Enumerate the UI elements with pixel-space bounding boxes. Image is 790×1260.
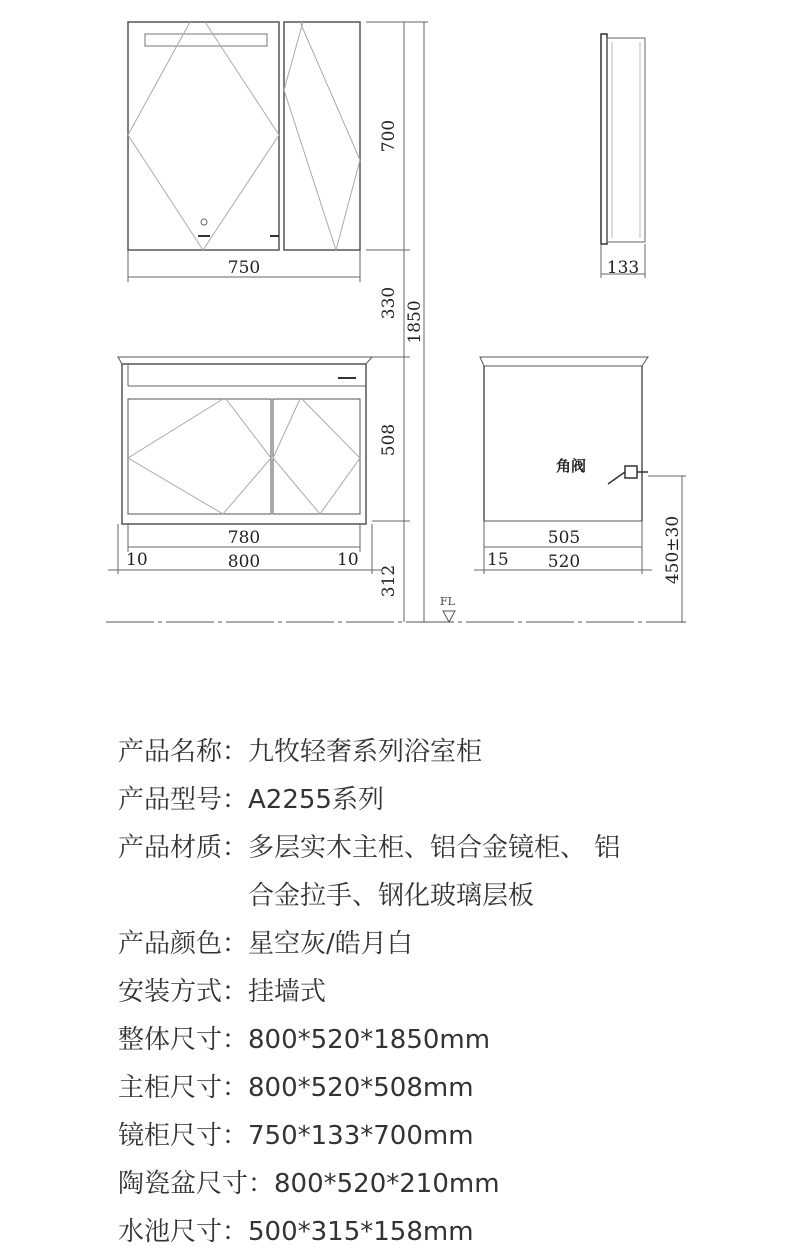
spec-row-main-cabinet-size [118, 1064, 768, 1112]
spec-row-material [118, 824, 768, 920]
dim-cabinet-height: 508 [379, 423, 399, 457]
touch-switch-icon [201, 219, 207, 225]
floor-marker-icon [443, 611, 455, 622]
main-cabinet-front [118, 357, 372, 524]
dim-valve-height: 450±30 [663, 515, 683, 585]
valve-label: 角阀 [556, 457, 587, 475]
spec-value: 800*520*508mm [248, 1073, 474, 1103]
spec-value: 星空灰/皓月白 [248, 929, 413, 959]
dim-side-depth: 520 [547, 552, 581, 572]
dim-total-height: 1850 [405, 300, 425, 344]
dim-gap: 330 [379, 286, 399, 320]
dim-cabinet-inner-width: 780 [227, 528, 261, 548]
spec-label: 镜柜尺寸： [118, 1121, 249, 1151]
dim-mirror-height: 700 [379, 119, 399, 153]
spec-label: 主柜尺寸： [118, 1073, 249, 1103]
spec-row-mirror-size [118, 1112, 768, 1160]
main-cabinet-side [480, 357, 648, 521]
spec-label: 整体尺寸： [118, 1025, 249, 1055]
spec-label: 产品材质： [118, 833, 249, 863]
spec-row-basin-size [118, 1160, 768, 1208]
spec-value: 500*315*158mm [248, 1217, 474, 1247]
spec-label: 水池尺寸： [118, 1217, 249, 1247]
floor-label: FL [440, 595, 455, 608]
spec-row-overall-size [118, 1016, 768, 1064]
spec-value: 挂墙式 [248, 977, 327, 1007]
mirror-cabinet-side [601, 34, 645, 244]
spec-label: 产品型号： [118, 785, 249, 815]
dim-side-inner-depth: 505 [547, 528, 581, 548]
spec-label: 安装方式： [118, 977, 249, 1007]
dim-side-offset: 15 [487, 550, 509, 570]
spec-row-install [118, 968, 768, 1016]
spec-value: 750*133*700mm [248, 1121, 474, 1151]
mirror-cabinet-front [128, 22, 360, 250]
spec-label: 产品名称： [118, 737, 249, 767]
spec-row-model [118, 776, 768, 824]
dim-mirror-depth: 133 [606, 258, 640, 278]
spec-value: 800*520*210mm [274, 1169, 500, 1199]
spec-row-color [118, 920, 768, 968]
spec-label: 陶瓷盆尺寸： [118, 1169, 275, 1199]
dim-cabinet-width: 800 [227, 552, 261, 572]
dim-right-offset: 10 [337, 550, 359, 570]
spec-value: A2255系列 [248, 785, 384, 815]
spec-label: 产品颜色： [118, 929, 249, 959]
spec-row-name [118, 728, 768, 776]
spec-value: 多层实木主柜、铝合金镜柜、 铝合金拉手、钢化玻璃层板 [248, 833, 621, 911]
spec-list [118, 728, 768, 1256]
dim-left-offset: 10 [126, 550, 148, 570]
spec-value: 800*520*1850mm [248, 1025, 491, 1055]
spec-value: 九牧轻奢系列浴室柜 [248, 737, 483, 767]
dim-mirror-width: 750 [227, 258, 261, 278]
spec-row-sink-size [118, 1208, 768, 1256]
dim-floor-clearance: 312 [379, 564, 399, 598]
